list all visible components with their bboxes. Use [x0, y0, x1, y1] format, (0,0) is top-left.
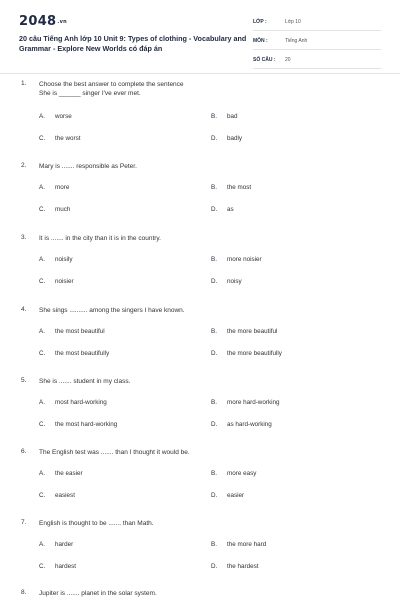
option-text: more noisier: [227, 256, 262, 263]
option-letter: A.: [39, 256, 45, 263]
option-d[interactable]: [211, 206, 234, 213]
option-c[interactable]: [39, 563, 76, 570]
logo-tld: .vn: [57, 18, 68, 25]
option-text: bad: [227, 113, 238, 120]
option-text: worse: [55, 113, 72, 120]
meta-value: Tiếng Anh: [285, 38, 308, 44]
question-number: 2.: [21, 162, 27, 169]
meta-value: 20: [285, 57, 291, 63]
option-text: the worst: [55, 135, 81, 142]
option-text: noisy: [227, 278, 242, 285]
option-letter: C.: [39, 278, 46, 285]
question-number: 6.: [21, 448, 27, 455]
option-d[interactable]: [211, 350, 282, 357]
option-d[interactable]: [211, 563, 259, 570]
meta-grade: [253, 16, 381, 31]
option-letter: B.: [211, 328, 217, 335]
option-letter: C.: [39, 563, 46, 570]
option-d[interactable]: [211, 492, 244, 499]
option-c[interactable]: [39, 135, 81, 142]
option-text: hardest: [55, 563, 77, 570]
option-letter: B.: [211, 470, 217, 477]
meta-label: SỐ CÂU :: [253, 57, 276, 63]
option-text: easier: [227, 492, 245, 499]
meta-question-count: [253, 54, 381, 69]
option-d[interactable]: [211, 278, 242, 285]
option-text: the most beautifully: [55, 350, 110, 357]
option-letter: A.: [39, 113, 45, 120]
option-letter: D.: [211, 421, 218, 428]
option-a[interactable]: [39, 184, 69, 191]
option-letter: C.: [39, 135, 46, 142]
question-text: Choose the best answer to complete the sentence She is ______ singer I've ever met.: [39, 81, 184, 97]
option-text: noisier: [55, 278, 74, 285]
option-b[interactable]: [211, 541, 266, 548]
option-a[interactable]: [39, 256, 73, 263]
question-number: 5.: [21, 377, 27, 384]
option-text: most hard-working: [55, 399, 107, 406]
option-letter: B.: [211, 256, 217, 263]
question-text: Jupiter is ....... planet in the solar system.: [39, 590, 157, 597]
header-divider: [0, 73, 400, 74]
question-text: She is ....... student in my class.: [39, 378, 131, 385]
site-logo[interactable]: [19, 14, 67, 29]
question-number: 3.: [21, 234, 27, 241]
option-a[interactable]: [39, 470, 83, 477]
option-c[interactable]: [39, 350, 109, 357]
option-c[interactable]: [39, 206, 70, 213]
option-c[interactable]: [39, 421, 117, 428]
option-letter: D.: [211, 206, 218, 213]
option-letter: D.: [211, 278, 218, 285]
question-text: She sings .......... among the singers I have known.: [39, 307, 185, 314]
question-text: The English test was ....... than I thought it would be.: [39, 449, 190, 456]
option-b[interactable]: [211, 113, 238, 120]
document-title: 20 câu Tiếng Anh lớp 10 Unit 9: Types of clothing - Vocabulary and Grammar - Explore New Worlds có đáp án: [19, 34, 247, 53]
option-d[interactable]: [211, 135, 242, 142]
option-b[interactable]: [211, 399, 280, 406]
option-text: the easier: [55, 470, 83, 477]
question-number: 8.: [21, 589, 27, 596]
option-text: noisily: [55, 256, 73, 263]
option-b[interactable]: [211, 256, 262, 263]
option-text: as hard-working: [227, 421, 272, 428]
option-letter: C.: [39, 350, 46, 357]
header: [0, 0, 400, 74]
option-a[interactable]: [39, 541, 73, 548]
option-a[interactable]: [39, 113, 72, 120]
option-text: more: [55, 184, 70, 191]
option-letter: B.: [211, 184, 217, 191]
option-text: the more beautifully: [227, 350, 282, 357]
meta-value: Lớp 10: [285, 19, 301, 25]
option-letter: C.: [39, 492, 46, 499]
meta-info: [253, 16, 381, 73]
option-c[interactable]: [39, 278, 74, 285]
option-text: the hardest: [227, 563, 259, 570]
option-text: badly: [227, 135, 243, 142]
option-c[interactable]: [39, 492, 75, 499]
option-b[interactable]: [211, 328, 277, 335]
option-letter: A.: [39, 541, 45, 548]
option-text: more easy: [227, 470, 257, 477]
option-text: the most hard-working: [55, 421, 118, 428]
option-letter: A.: [39, 184, 45, 191]
meta-subject: [253, 35, 381, 50]
question-number: 4.: [21, 306, 27, 313]
option-letter: A.: [39, 470, 45, 477]
question-text: Mary is ....... responsible as Peter.: [39, 163, 137, 170]
option-text: the more hard: [227, 541, 267, 548]
option-letter: C.: [39, 206, 46, 213]
question-number: 7.: [21, 519, 27, 526]
option-text: much: [55, 206, 71, 213]
option-text: the most: [227, 184, 252, 191]
option-b[interactable]: [211, 184, 251, 191]
option-letter: D.: [211, 563, 218, 570]
option-text: more hard-working: [227, 399, 280, 406]
option-text: as: [227, 206, 234, 213]
option-letter: B.: [211, 399, 217, 406]
option-text: easiest: [55, 492, 75, 499]
option-letter: D.: [211, 492, 218, 499]
meta-label: MÔN :: [253, 38, 268, 44]
option-text: harder: [55, 541, 74, 548]
option-letter: A.: [39, 328, 45, 335]
option-text: the most beautiful: [55, 328, 105, 335]
option-d[interactable]: [211, 421, 272, 428]
logo-text: 2048: [19, 14, 57, 29]
option-text: the more beautiful: [227, 328, 278, 335]
option-a[interactable]: [39, 328, 105, 335]
question-number: 1.: [21, 80, 27, 87]
option-a[interactable]: [39, 399, 107, 406]
option-letter: B.: [211, 541, 217, 548]
option-letter: D.: [211, 135, 218, 142]
question-text: It is ....... in the city than it is in the country.: [39, 235, 161, 242]
option-letter: B.: [211, 113, 217, 120]
question-text: English is thought to be ....... than Math.: [39, 520, 154, 527]
option-b[interactable]: [211, 470, 256, 477]
meta-label: LỚP :: [253, 19, 267, 25]
option-letter: A.: [39, 399, 45, 406]
option-letter: C.: [39, 421, 46, 428]
option-letter: D.: [211, 350, 218, 357]
